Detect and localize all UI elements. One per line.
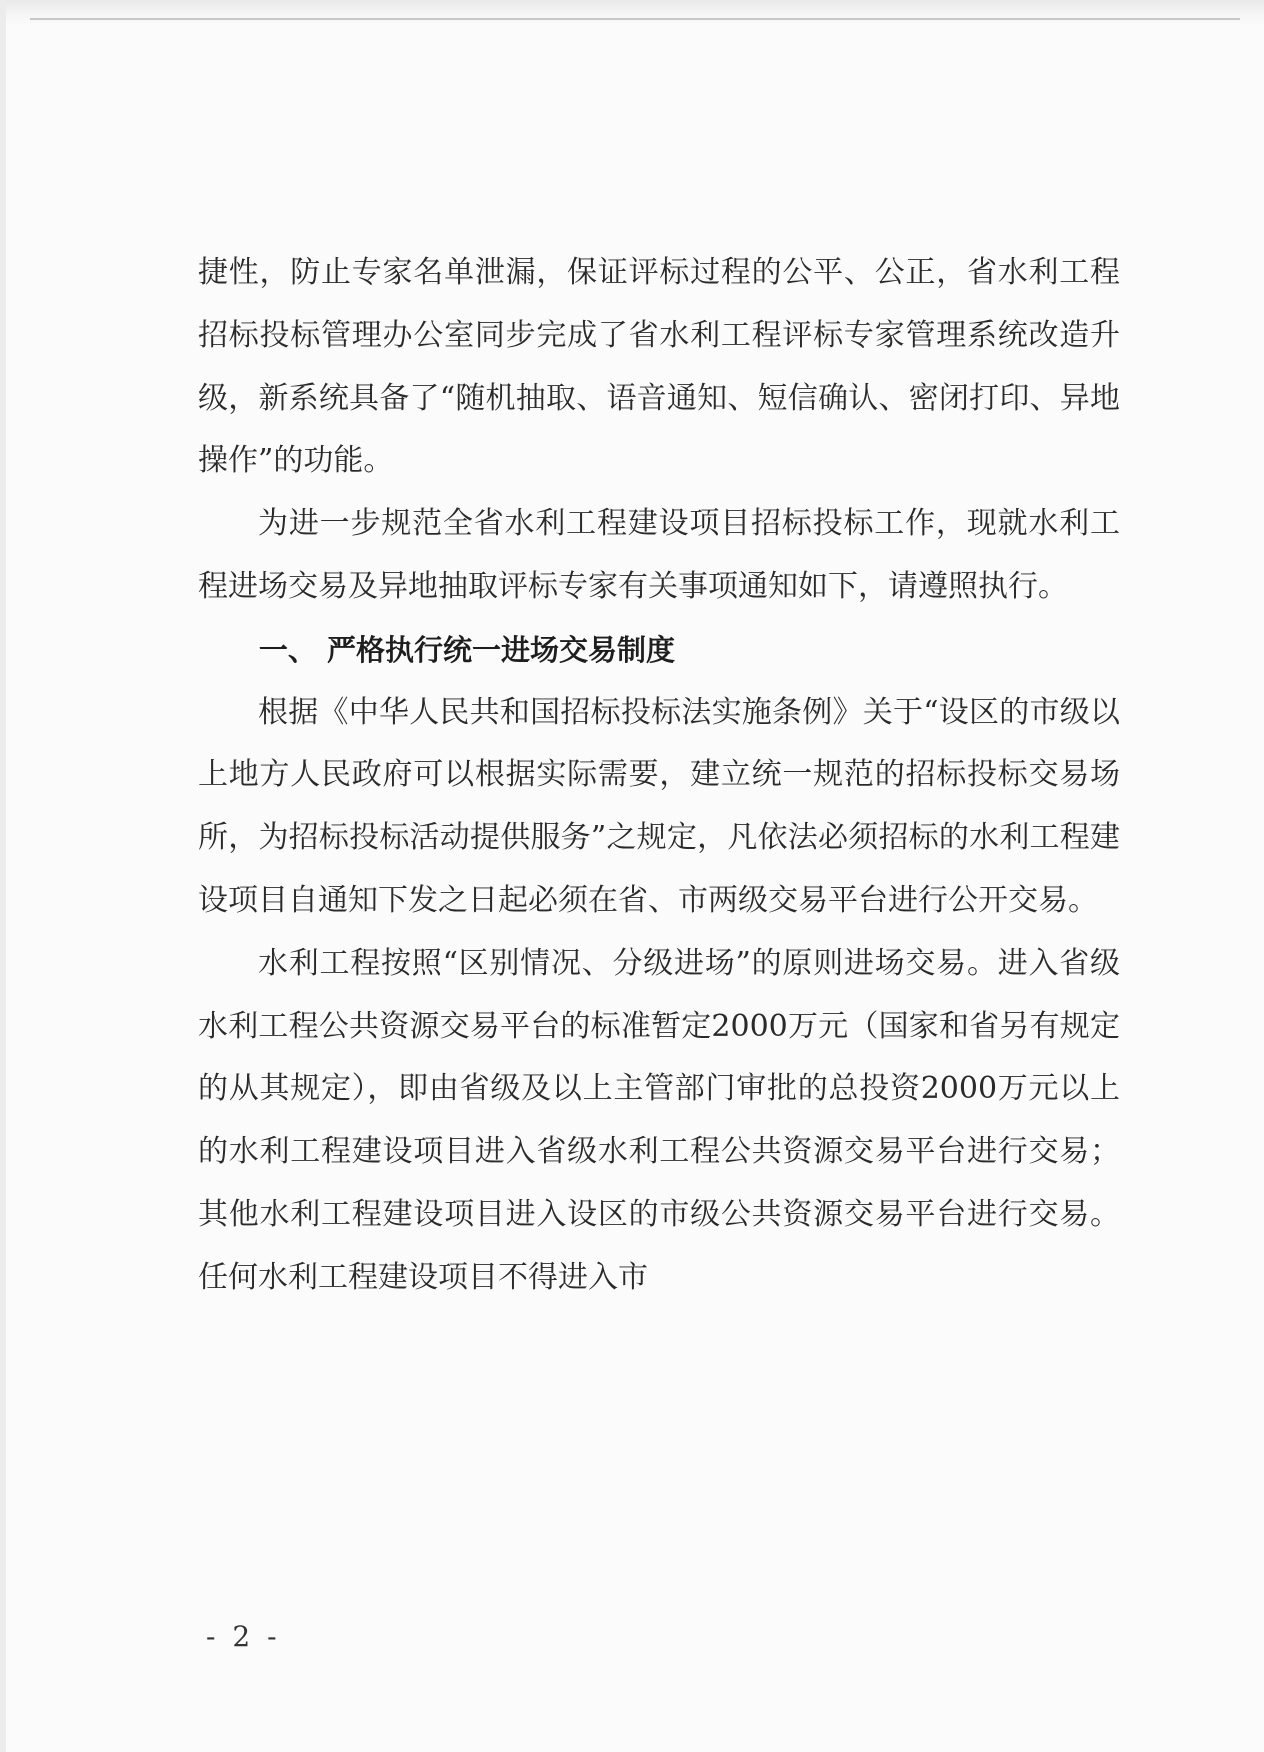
document-body — [198, 242, 1120, 1310]
paragraph-legal-basis: 根据《中华人民共和国招标投标法实施条例》关于“设区的市级以上地方人民政府可以根据实际需要，建立统一规范的招标投标交易场所，为招标投标活动提供服务”之规定，凡依法必须招标的水利工程建设项目自通知下发之日起必须在省、市两级交易平台进行公开交易。 — [198, 694, 1120, 918]
paragraph-tiered-entry: 水利工程按照“区别情况、分级进场”的原则进场交易。进入省级水利工程公共资源交易平台的标准暂定2000万元（国家和省另有规定的从其规定），即由省级及以上主管部门审批的总投资2000万元以上的水利工程建设项目进入省级水利工程公共资源交易平台进行交易；其他水利工程建设项目进入设区的市级公共资源交易平台进行交易。任何水利工程建设项目不得进入市 — [198, 945, 1120, 1295]
paragraph-purpose: 为进一步规范全省水利工程建设项目招标投标工作，现就水利工程进场交易及异地抽取评标专家有关事项通知如下，请遵照执行。 — [198, 506, 1120, 604]
paragraph-continuation: 捷性，防止专家名单泄漏，保证评标过程的公平、公正，省水利工程招标投标管理办公室同步完成了省水利工程评标专家管理系统改造升级，新系统具备了“随机抽取、语音通知、短信确认、密闭打印、异地操作”的功能。 — [198, 255, 1120, 479]
section-heading-1: 一、 严格执行统一进场交易制度 — [258, 632, 675, 667]
scan-top-line — [30, 18, 1240, 20]
scan-left-edge — [0, 0, 6, 1752]
page-number: - 2 - — [206, 1620, 281, 1653]
scan-top-edge — [0, 0, 1264, 26]
